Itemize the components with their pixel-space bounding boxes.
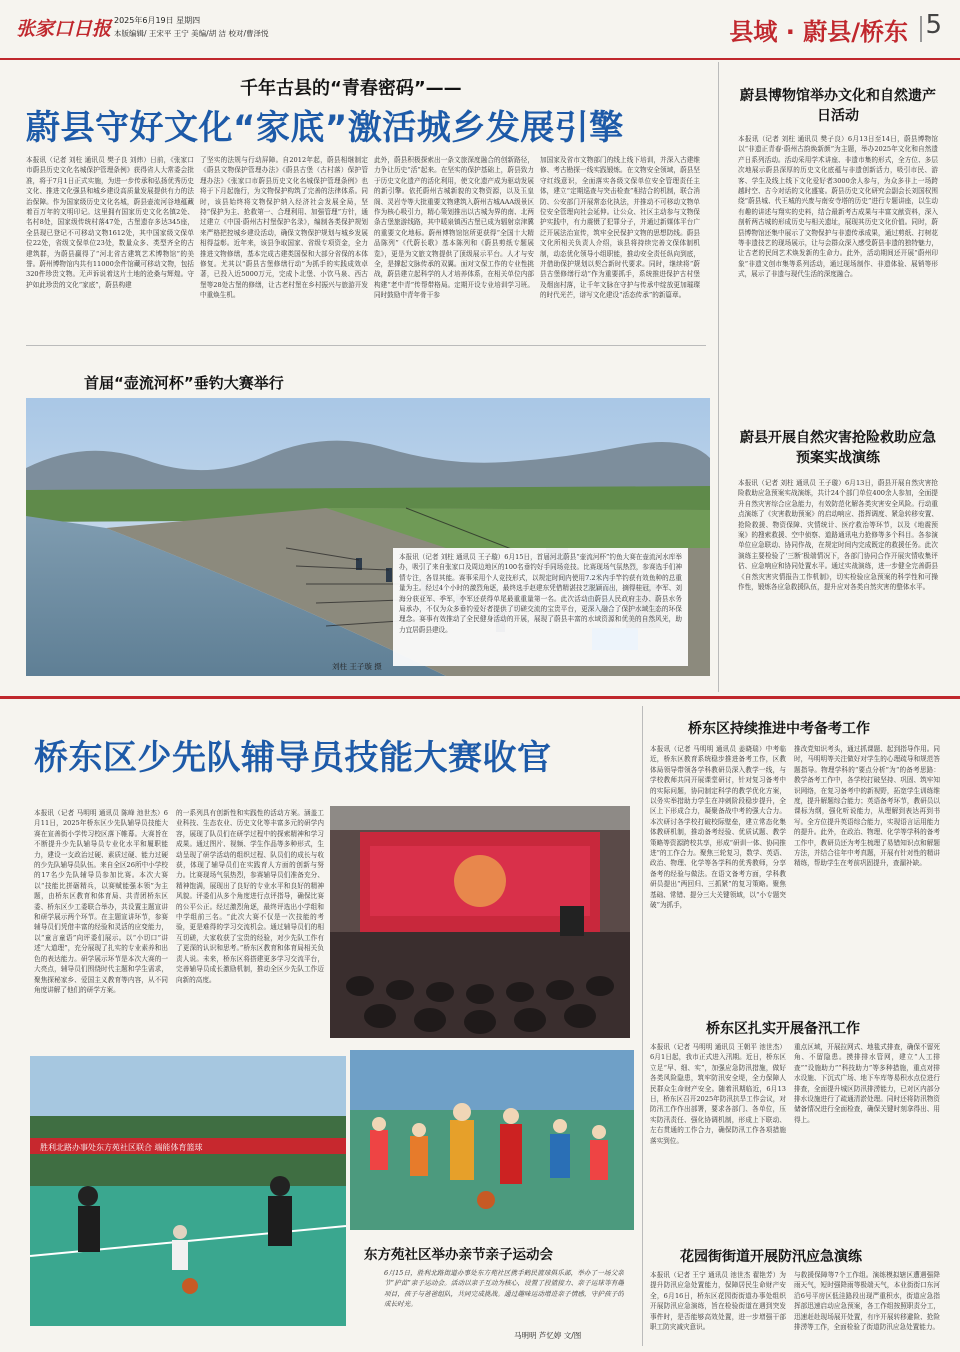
sports-event-title: 东方苑社区举办亲节亲子运动会 xyxy=(364,1247,553,1263)
right-column-divider-bottom xyxy=(642,706,643,1346)
fishing-photo-credit: 刘柱 王子璇 摄 xyxy=(332,662,382,671)
contest-photo xyxy=(330,806,630,1038)
flood-article-title: 桥东区扎实开展备汛工作 xyxy=(706,1021,860,1037)
main-article-col-2: 了坚实的法规与行动屏障。自2012年起，蔚县相继制定《蔚县文物保护管理办法》《蔚县古堡（古村落）保护管理办法》《张家口市蔚县历史文化名城保护管理条例》也将于下月起施行，为文物保护构筑了完善的法律体系。同时，该县始终将文物保护纳入经济社会发展全局，坚持“保护为主、抢救第一、合理利用、加强管理”方针，通过建立《中国·蔚州古村堡保护名录》，编制各类保护规划来严格把控城乡建设活动，确保文物保护规划与城乡发展相得益彰。近年来，该县争取国家、省级专项资金，全力推进文物修缮，基本完成古建类国保和大部分省保的本体修复。尤其以“蔚县古堡修缮行动”为抓手的实践成效卓著，已投入近5000万元，完成卜北堡、小饮马泉、西古堡等28处古堡的修缮，让古老村堡在乡村振兴与旅游开发中重焕生机。 xyxy=(200,156,368,300)
section-divider xyxy=(0,696,960,699)
exam-article-title: 桥东区持续推进中考备考工作 xyxy=(688,721,870,737)
main-article-col-3: 此外，蔚县积极探索出一条文旅深度融合的创新路径，力争让历史“活”起来。在坚实的保护基础上，蔚县致力于历史文化遗产的活化利用，使文化遗产成为驱动发展的新引擎。依托蔚州古城新貌的文物资源，以及玉皇阁、灵岩寺等大批重要文物建筑入蔚州古城AAA级景区作为核心吸引力，精心策划推出以古城为界的南、北两条古堡旅游线路，其中暖泉镇西古堡已成为辐射京津冀的重要文化地标。蔚州博物馆馆所更获得“全国十大精品陈列”《代蔚长歌》基本陈列和《蔚县剪纸专题展览》，更是为文旅文物提供了顶级展示平台。人才与安全，是撑起文脉传承的双翼。面对文保工作的专业性挑战，蔚县建立起科学的人才培养体系，在相关单位内部构建“老中青”传帮带格局。定期开设专业培训学习班。同时鼓励中青年骨干参 xyxy=(374,156,534,300)
page-number: 5 xyxy=(925,10,942,40)
drill2-article-col-1: 本报讯（记者 王宁 通讯员 池世杰 翟艳芳）为提升防汛应急处置能力，保障居民生命财产安全，6月16日，桥东区花园街街道办事处组织开展防汛应急演练，旨在检验街道在遇到突发事件时，是否能够高效处置，进一步增强干部职工防灾减灾意识。 xyxy=(650,1271,786,1332)
sports-group-image xyxy=(350,1050,634,1230)
newspaper-logo: 张家口日报 xyxy=(16,18,112,40)
editor-credits: 本版编辑/ 王宋平 王宁 美编/胡 洁 校对/曹泽悦 xyxy=(114,29,269,38)
issue-date: 2025年6月19日 星期四 xyxy=(114,16,201,25)
drill2-article-col-2: 与救援保障等7个工作组。演练模拟辖区遭遇强降雨天气，短时强降雨等极端天气，本业街街口东河沿6号平房区低洼路段出现严重积水，街道应急指挥部迅速启动应急预案，各工作组按照职责分工，迅速赶赴现场展开处置，有序开展转移避险、抢险排涝等工作，全面检验了街道防汛应急处置能力。 xyxy=(794,1271,940,1332)
event-banner-text: 胜利北路办事处东方苑社区联合 端能体育篮球 xyxy=(40,1143,203,1152)
drill-article-text: 本报讯（记者 刘柱 通讯员 王子璇）6月13日，蔚县开展自然灾害抢险救助应急预案实战演练，共计24个部门单位400余人参加，全面提升自然灾害综合应急能力，有效防范化解各类灾害安全风险。行动重点演练了《灾害救助预案》的启动响应、指挥调度、紧急转移安置、抢险救援、物资保障、灾情统计、医疗救治等环节，以及《地震预案》的搜索救援、空中侦察、道路通讯电力抢修等多个科目。各参演单位应急联动、协同作战，在规定时间内完成既定的救援任务。此次演练主要检验了‘三断’极端情况下，各部门协同合作开展灾情收集评估、应急响应和协同处置水平。通过实战演练，进一步健全完善蔚县《自然灾害灾情报告工作机制》，切实检验应急预案的科学性和可操作性，锻炼各应急救援队伍，提升应对各类自然灾害的整体水平。 xyxy=(738,479,938,592)
second-article-col-2: 的一系列具有创新性和实践性的活动方案。涵盖工业科技、生态农业、历史文化等丰富多元的研学内容，展现了队员们在研学过程中的探索精神和学习成果。通过图片、视频、学生作品等多种形式，生动呈现了研学活动的组织过程、队员们的成长与收获，体现了辅导员们在实践育人方面的创新与努力。比赛现场气氛热烈，参赛辅导员们准备充分、精神饱满，展现出了良好的专业水平和良好的精神风貌。评委们从多个角度进行点评指导，确保比赛的公平公正。经过激烈角逐，最终评选出小学组和中学组前三名。“此次大赛不仅是一次技能的考验，更是难得的学习交流机会。通过辅导员们的相互切磋，大家收获了宝贵的经验，对少先队工作有了更深的认识和思考。”桥东区教育和体育局相关负责人说。未来，桥东区将搭建更多学习交流平台，完善辅导员成长激励机制，推动全区少先队工作迈向新的高度。 xyxy=(176,809,324,984)
sports-event-credit: 马明明 芦忆婷 文/图 xyxy=(514,1331,582,1340)
fishing-caption: 本报讯（记者 刘柱 通讯员 王子璇）6月15日，首届河北蔚县“壶流河杯”钓鱼大赛在壶流河水库举办，吸引了来自张家口及周边地区的100名垂钓好手同场竞技。比赛现场气氛热烈，参赛选手们神情专注，各显其能。赛事采用个人竞技形式，以规定时间内使用7.2米内手竿钓获有效鱼种的总重量为主。经过4个小时的激烈角逐，最终选手赵建东凭借精湛技艺脱颖而出，摘得桂冠，李军、刘海分获亚军、季军，李军还获得单尾最重重量第一名。此次活动由蔚县人民政府主办、蔚县水务局承办，不仅为众多垂钓爱好者提供了切磋交流的宝贵平台，更深入融合了保护水域生态的环保理念。赛事有效推动了全民健身活动的开展，展现了蔚县丰富的水域资源和优美的自然风光，助力宜居蔚县建设。 xyxy=(393,548,688,666)
sports-photo-right xyxy=(350,1050,634,1230)
right-column-divider xyxy=(718,62,719,692)
page-divider xyxy=(920,16,922,42)
main-article-title: 蔚县守好文化“家底”激活城乡发展引擎 xyxy=(26,108,624,148)
main-article-kicker: 千年古县的“青春密码”—— xyxy=(240,78,462,99)
contest-stage-image xyxy=(330,806,630,1038)
header-rule xyxy=(0,58,960,60)
main-article-col-1: 本报讯（记者 刘柱 通讯员 樊子良 刘炜）日前，《张家口市蔚县历史文化名城保护管理条例》获得省人大常委会批准，将于7月1日正式实施，为进一步传承和弘扬优秀历史文化、推进文化强县和城乡建设高质量发展提供有力的法治保障。作为国家级历史文化名城，蔚县壶流河谷地蕴藏着百万年的文明印记。这里拥有国家历史文化名镇2处、名村8处，国家级传统村落47处，古堡遗存多达345座，全县现已登记不可移动文物1612处，其中国家级文保单位22处，省级文保单位23处，数量众多、类型齐全的古建筑群，为蔚县赢得了“河北省古建筑艺术博物馆”的美誉。蔚州博物馆内共有11000余件馆藏可移动文物，包括320件珍贵文物。无声诉说着这片土地的沧桑与辉煌。守护如此珍贵的文化“家底”，蔚县构建 xyxy=(26,156,194,289)
sports-event-text: 6月15日，胜利北路街道办事处东方苑社区携手鹤民篮球俱乐部，举办了一场父亲节“护苗”亲子运动会。活动以亲子互动为核心，设置了投篮接力、亲子运球等有趣项目，孩子与爸爸组队，共同完成挑战。通过趣味运动增进亲子情感，守护孩子的成长时光。 xyxy=(384,1269,624,1309)
flood-article-col-2: 重点区域，开展拉网式、地毯式排查，确保不留死角、不留隐患。摸排排水管网，建立“人工排查”“设施助力”“科技助力”等多种措施，重点对排水设施、下沉式广场、地下车库等易积水点位进行排查，全面提升城区防汛排涝能力，已对区内部分排水设施进行了疏通清淤处理。同时还将防汛物资储备情况进行全面检查，确保关键时刻拿得出、用得上。 xyxy=(794,1043,940,1124)
exam-article-col-1: 本报讯（记者 马明明 通讯员 姜晓瑞）中考临近，桥东区教育系统稳步推进备考工作，区教体局领导带领各学科教研员深入教学一线，与学校教师共同开展课堂研讨，针对复习备考中的实际问题，协同制定科学的教学优化方案，以务实举措助力学生在冲刺阶段稳步提升，全区上下形成合力，凝聚备战中考的强大合力。本次研讨各学校打破校际壁垒，建立常态化集体教研机制，推动备考经验、优质试题、教学策略等资源跨校共享，形成“研训一体、协同推进”的工作合力。聚焦三轮复习，数学、英语、政治、物理、化学等各学科的优秀教师，分享备考的经验与做法。在语文备考方面，学科教研员提出“两回归、三抓紧”的复习策略。聚焦基础、常错、提分三大关键领域，以“小专题突破”为抓手， xyxy=(650,745,786,910)
section-title: 县域 · 蔚县/桥东 xyxy=(729,18,908,46)
second-article-col-1: 本报讯（记者 马明明 通讯员 陈峰 池世杰）6月11日，2025年桥东区少先队辅导员技能大赛在宣善街小学传习校区落下帷幕。大赛旨在不断提升少先队辅导员专业化水平和履职能力，建设一支政治过硬、素质过硬、能力过硬的少先队辅导员队伍。来自全区26所中小学校的17名少先队辅导员参加比赛。本次大赛以“技能比拼砺精兵，以赛赋能强本领”为主题，由桥东区教育和体育局、共青团桥东区委、桥东区少工委联合举办，共设置主题宣讲和研学展示两个环节。在主题宣讲环节，参赛辅导员们凭借丰富的经验和灵活的应变能力，以“童言童语”向评委们展示。以“小切口”讲述“大道理”，充分展现了扎实的专业素养和出色的表达能力。研学展示环节是本次大赛的一大亮点，辅导员们围绕时代主题和学生需求，聚焦探秘家乡、爱国主义教育等内容，从不同角度讲解了他们的研学方案。 xyxy=(34,809,168,994)
fishing-title: 首届“壶流河杯”垂钓大赛举行 xyxy=(84,374,284,392)
museum-article-title: 蔚县博物馆举办文化和自然遗产日活动 xyxy=(740,88,936,124)
sports-field-image xyxy=(30,1056,346,1326)
flood-article-col-1: 本报讯（记者 马明明 通讯员 王朝平 池世杰）6月1日起，我市正式进入汛期。近日，桥东区立足“早、细、实”，加强应急防汛措施，做好各类风险隐患，筑牢防汛安全堤，全力保障人民群众生命财产安全。随着汛期临近，6月13日，桥东区召开2025年防汛抗旱工作会议，对防汛工作作出部署，要求各部门、各单位，压实防汛责任、强化协调机制，形成上下联动、左右贯通的工作合力，确保防汛工作各项措施落实到位。 xyxy=(650,1043,786,1145)
museum-article-text: 本报讯（记者 刘柱 通讯员 樊子良）6月13日至14日，蔚县博物馆以“非遗正青春·蔚州古韵焕新颜”为主题，举办2025年文化和自然遗产日系列活动。活动采用学术讲座、非遗市集的形式，全方位、多层次地展示蔚县深厚的历史文化底蕴与非遗创新活力，吸引市民、游客、学生及线上线下文化爱好者3000余人参与，为众多非上一场跨越时空、古今对话的文化盛宴。蔚县历史文化研究会副会长刘国权围绕“蔚县城、代王城的兴废与南安寺塔的历史”进行专题讲座，以生动有趣的讲述与翔实的史料，结合最新考古成果与丰富文献资料，深入剖析两古城的形成历史与相关遗址，展现其历史文化价值。同时，蔚县博物馆还集中展示了文物保护与非遗传承成果，通过剪纸、打树花等非遗技艺的现场展示，让与会群众深入感受蔚县非遗的独特魅力，让古老的民间艺术焕发新的生命力。此外，活动期间还开展“蔚州印象”非遗文创市集等系列活动，通过现场制作、非遗体验、展销等形式，展示了非遗与现代生活的深度融合。 xyxy=(738,135,938,279)
masthead xyxy=(0,0,960,58)
drill2-article-title: 花园街街道开展防汛应急演练 xyxy=(680,1249,862,1265)
sports-photo-left xyxy=(30,1056,346,1326)
exam-article-col-2: 推改党知识考头，通过抓课题、起到指导作用。同时，马明明等关注做好对学生的心理疏导和规范答题指导。物理学科的“要点分析”为“的备考思路：教学备考工作中，各学校打破坚持、巩固、筑牢知识网络，在复习备考中的新视野，拓宽学生训练维度，提升解题综合能力；英语备考环节，教研员以课标为纲，强化听说能力，从理解到表达再到书写。全方位提升英语综合能力，实现语言运用能力的提升。此外，在政治、物理、化学等学科的备考工作中，教研员还为考生梳理了易错知识点和解题方法，并结合往年中考真题，开展有针对性的精讲精练，帮助学生在考前巩固提升，查漏补缺。 xyxy=(794,745,940,868)
second-article-title: 桥东区少先队辅导员技能大赛收官 xyxy=(34,738,552,778)
drill-article-title: 蔚县开展自然灾害抢险救助应急预案实战演练 xyxy=(740,430,936,466)
main-article-col-4: 加国家及省市文物部门的线上线下培训，并深入古建维修、考古勘探一线实践锻炼。在文物安全领域，蔚县坚守红线意识，全面落实各级文保单位安全管理责任主体，建立“定期巡查与突击检查”相结合的机制，联合消防、公安部门开展常态化执法，并推动不可移动文物单位安全管理向社会延伸。让公众、社区主动参与文物保护实践中，有力震慑了犯罪分子，并通过新媒体平台广泛开展法治宣传，筑牢全民保护文物的思想防线。蔚县文化所相关负责人介绍，该县将持续完善文保体制机制，动态优化领导小组职能，推动安全责任纵向到底，并借助保护规划以契合新时代要求。同时，继续将“蔚县古堡修缮行动”作为重要抓手，系统推进保护古村堡及烟囱村落，让千年文脉在守护与传承中绽放更加璀璨的时代光芒，谱写文化建设“活态传承”的新篇章。 xyxy=(540,156,700,300)
